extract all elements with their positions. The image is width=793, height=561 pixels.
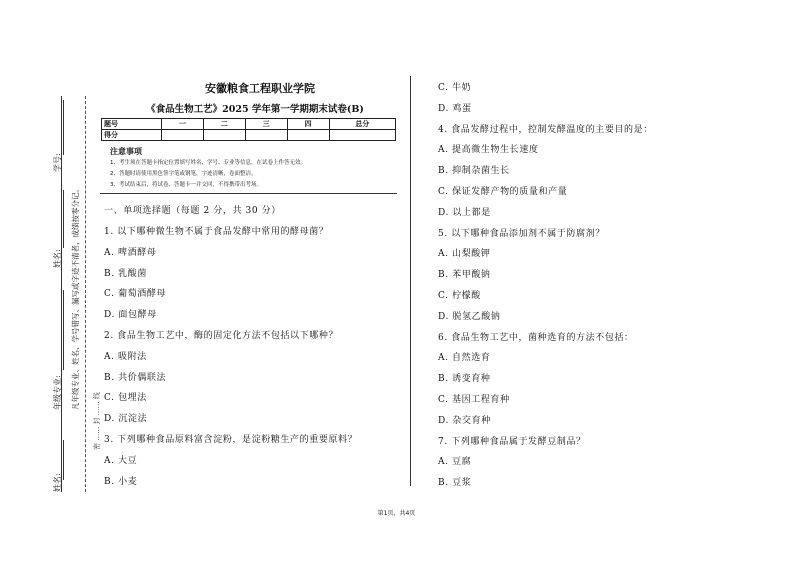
answer-option[interactable]: C. 柠檬酸 xyxy=(438,291,481,301)
answer-option[interactable]: A. 吸附法 xyxy=(104,351,147,362)
score-input[interactable] xyxy=(245,130,287,141)
answer-option[interactable]: D. 面包酵母 xyxy=(104,310,157,321)
note-item: 3、考试结束后，将试卷、答题卡一并交回，不得携带出考场。 xyxy=(110,182,263,188)
answer-option[interactable]: B. 乳酸菌 xyxy=(104,268,147,279)
answer-option[interactable]: B. 抑制杂菌生长 xyxy=(438,166,510,177)
score-input[interactable] xyxy=(287,130,329,141)
binding-line-inner xyxy=(85,96,86,492)
answer-option[interactable]: B. 苯甲酸钠 xyxy=(438,270,491,281)
student-name-label: 姓名: xyxy=(53,473,62,492)
score-input[interactable] xyxy=(162,130,204,141)
name-label: 姓名: xyxy=(53,249,62,268)
student-id-label: 学号: xyxy=(53,153,62,172)
score-cell: 四 xyxy=(287,119,329,130)
question-stem: 5. 以下哪种食品添加剂不属于防腐剂？ xyxy=(438,228,605,239)
page-footer: 第1页，共4页 xyxy=(377,510,416,517)
answer-option[interactable]: A. 豆腐 xyxy=(438,457,472,468)
notes-divider xyxy=(100,193,397,194)
answer-option[interactable]: C. 葡萄酒酵母 xyxy=(104,289,167,300)
column-divider xyxy=(410,76,411,486)
score-cell: 一 xyxy=(162,119,204,130)
question-stem: 1. 以下哪种微生物不属于食品发酵中常用的酵母菌？ xyxy=(104,227,329,237)
question-stem: 6. 食品生物工艺中，菌种选育的方法不包括： xyxy=(438,332,634,343)
score-table-header-row xyxy=(102,119,396,130)
score-cell: 题号 xyxy=(102,119,162,130)
score-input[interactable] xyxy=(203,130,245,141)
answer-option[interactable]: A. 啤酒酵母 xyxy=(104,247,157,258)
answer-option[interactable]: D. 沉淀法 xyxy=(104,414,148,425)
class-label: 年级专业: xyxy=(53,375,62,410)
answer-option[interactable]: A. 提高微生物生长速度 xyxy=(438,145,539,156)
answer-option[interactable]: B. 共价偶联法 xyxy=(104,372,167,383)
notes-title: 注意事项 xyxy=(110,147,142,156)
answer-option[interactable]: B. 豆浆 xyxy=(438,478,472,489)
answer-option[interactable]: A. 大豆 xyxy=(104,455,138,466)
answer-option[interactable]: D. 以上都是 xyxy=(438,207,491,218)
student-id-blank[interactable] xyxy=(63,100,64,155)
question-stem: 7. 下列哪种食品属于发酵豆制品？ xyxy=(438,436,586,447)
student-name-blank[interactable] xyxy=(63,440,64,480)
question-stem: 4. 食品发酵过程中，控制发酵温度的主要目的是： xyxy=(438,124,653,135)
exam-title: 《食品生物工艺》2025 学年第一学期期末试卷(B) xyxy=(146,104,364,115)
score-cell: 二 xyxy=(203,119,245,130)
answer-option[interactable]: B. 小麦 xyxy=(104,476,138,487)
answer-option[interactable]: C. 牛奶 xyxy=(438,83,472,93)
binding-notice: 凡年级专业、姓名、学号错写、漏写或字迹不清者，成绩按零分记。 xyxy=(71,185,80,410)
answer-option[interactable]: A. 山梨酸钾 xyxy=(438,249,491,260)
seal-text: 密 …… 封 …… 线 xyxy=(93,392,101,450)
score-cell: 总分 xyxy=(329,119,395,130)
school-name: 安徽粮食工程职业学院 xyxy=(205,82,315,95)
score-input[interactable] xyxy=(329,130,395,141)
score-cell: 得分 xyxy=(102,130,162,141)
answer-option[interactable]: C. 保证发酵产物的质量和产量 xyxy=(438,187,568,197)
answer-option[interactable]: C. 包埋法 xyxy=(104,393,147,404)
class-blank[interactable] xyxy=(63,290,64,370)
answer-option[interactable]: B. 诱变育种 xyxy=(438,374,491,385)
answer-option[interactable]: D. 脱氢乙酸钠 xyxy=(438,311,501,322)
answer-option[interactable]: D. 杂交育种 xyxy=(438,415,491,426)
answer-option[interactable]: A. 自然选育 xyxy=(438,353,491,364)
answer-option[interactable]: D. 鸡蛋 xyxy=(438,103,472,114)
note-item: 2、答题时请使用黑色签字笔或钢笔，字迹清晰，卷面整洁。 xyxy=(110,171,257,177)
name-blank[interactable] xyxy=(63,190,64,248)
note-item: 1、考生须在答题卡指定位置填写姓名、学号、专业等信息，在试卷上作答无效。 xyxy=(110,160,307,166)
question-stem: 2. 食品生物工艺中，酶的固定化方法不包括以下哪种？ xyxy=(104,331,339,341)
score-table-score-row xyxy=(102,130,396,141)
score-table xyxy=(101,118,396,141)
answer-option[interactable]: C. 基因工程育种 xyxy=(438,395,510,405)
question-stem: 3. 下列哪种食品原料富含淀粉，是淀粉糖生产的重要原料？ xyxy=(104,435,358,445)
section-heading: 一、单项选择题（每题 2 分，共 30 分） xyxy=(104,206,281,216)
score-cell: 三 xyxy=(245,119,287,130)
